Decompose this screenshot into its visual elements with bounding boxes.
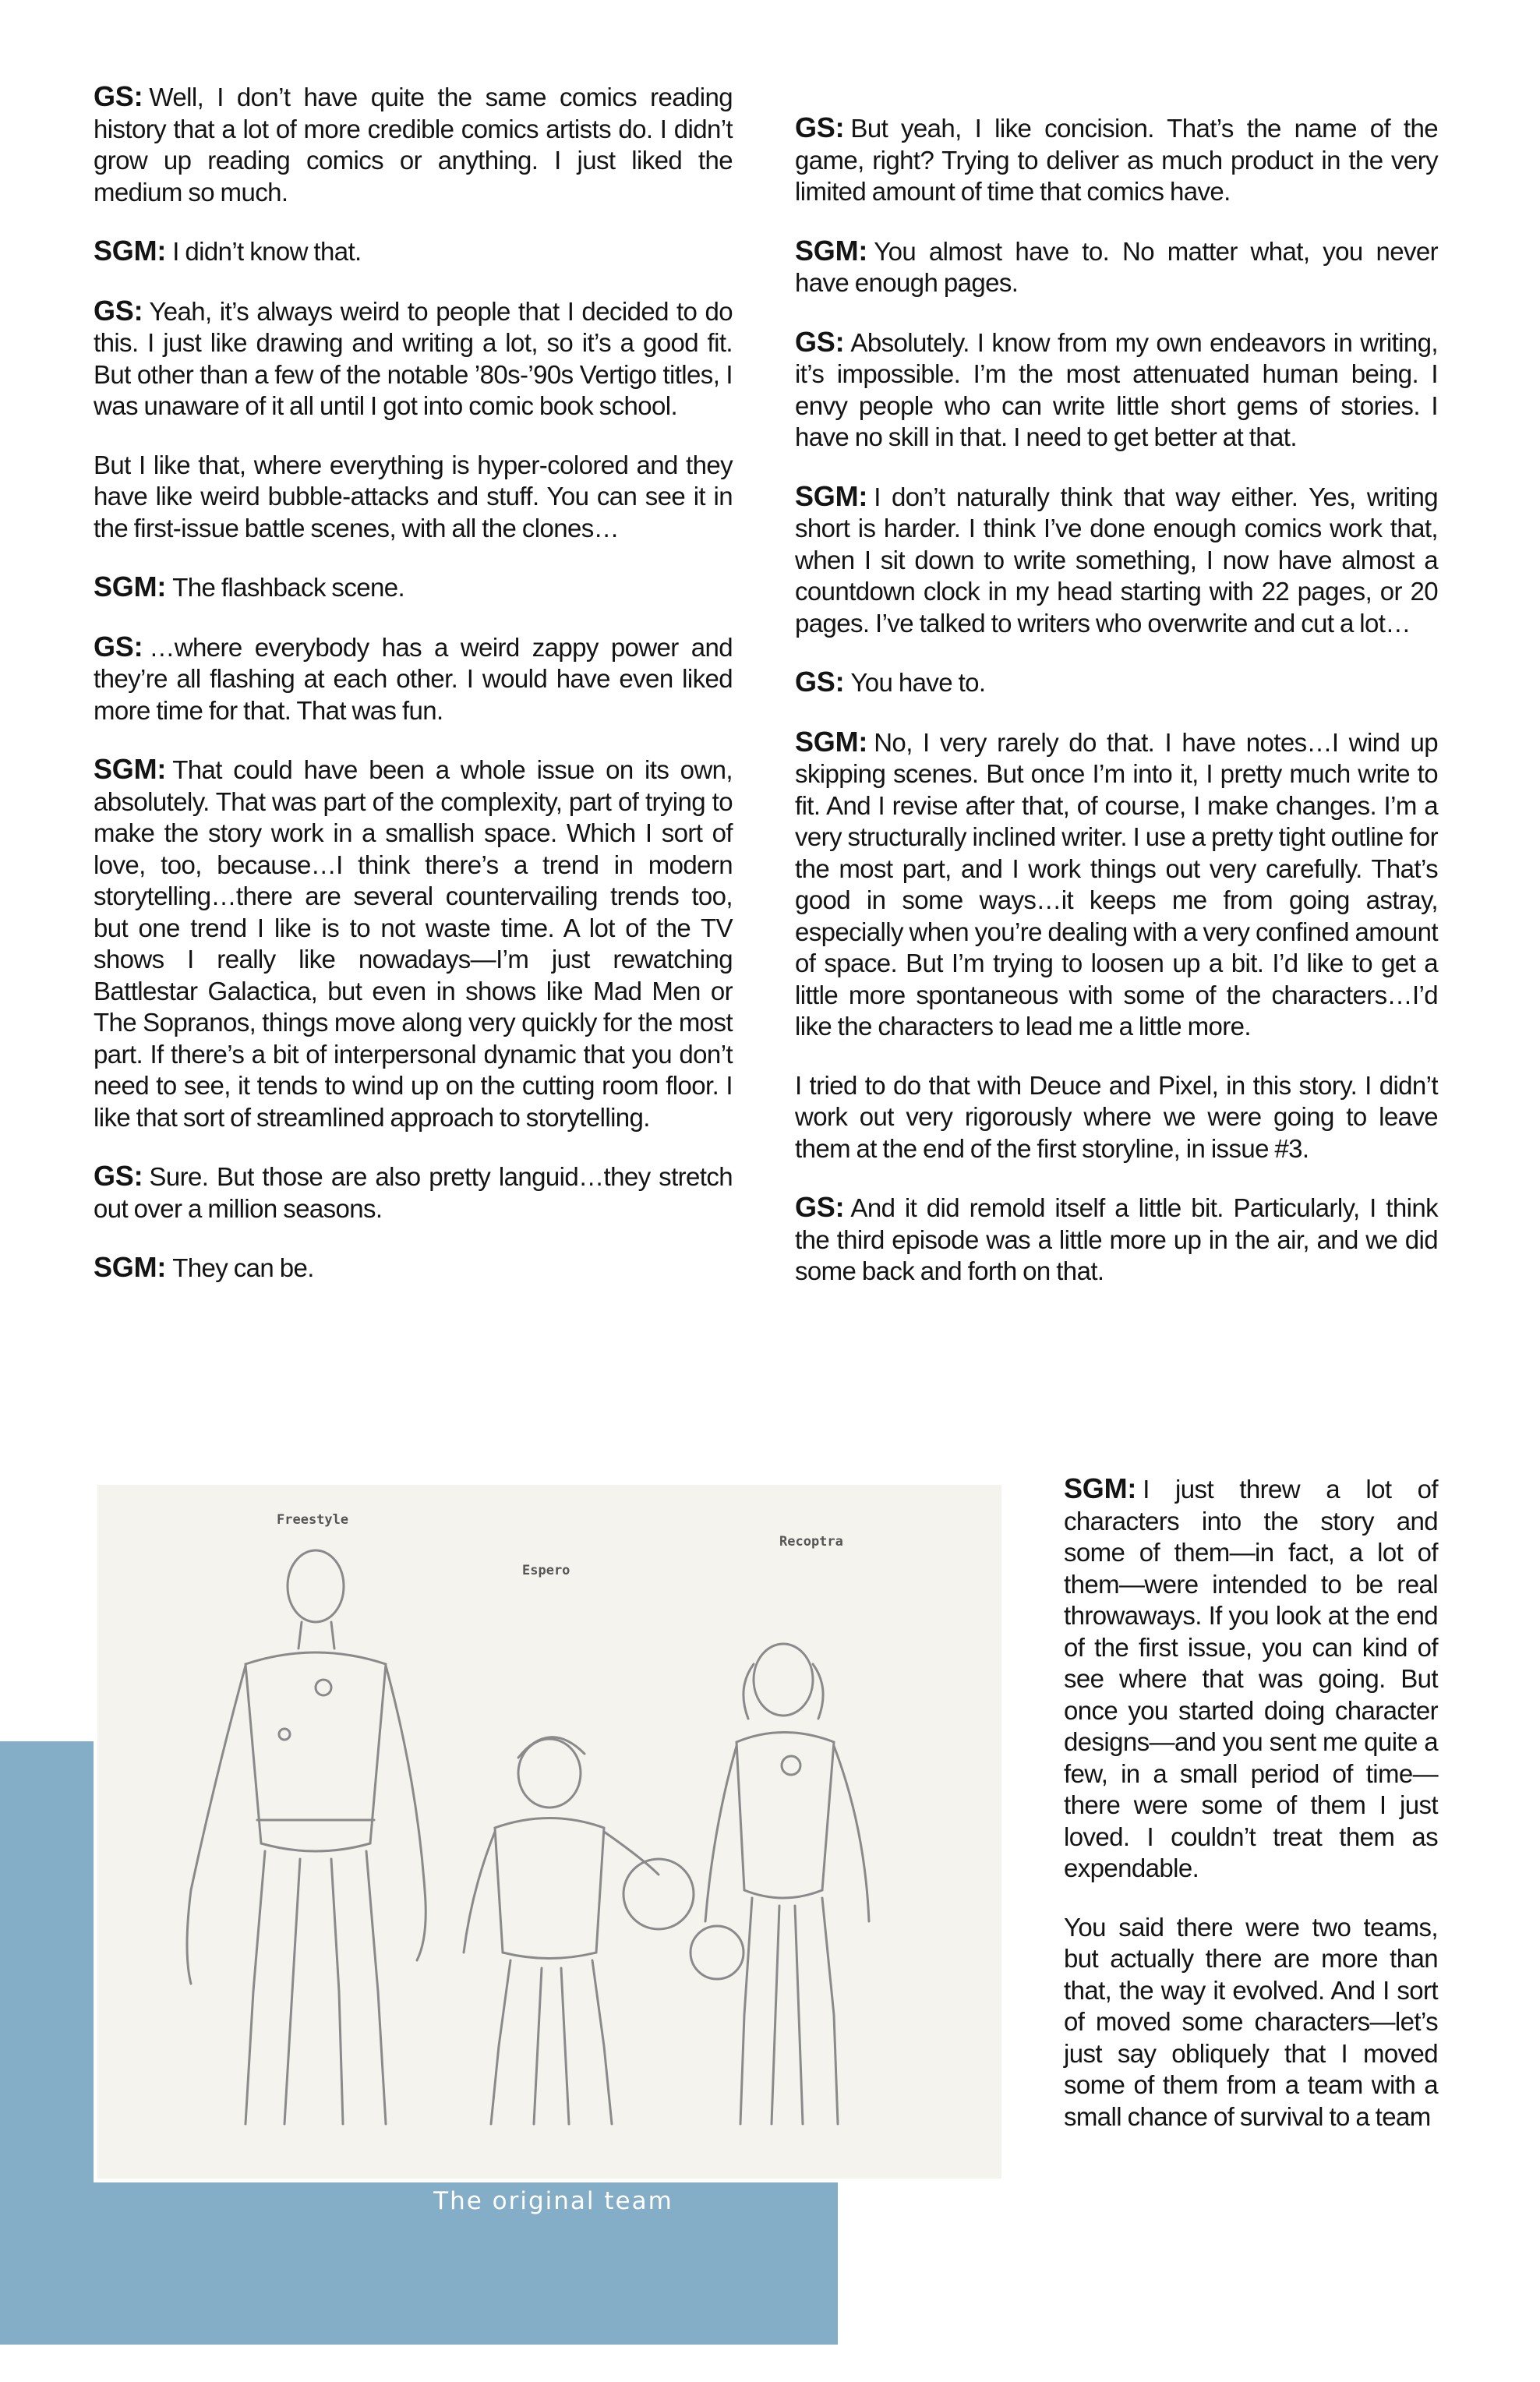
interview-paragraph (94, 1161, 733, 1225)
freestyle-label: Freestyle (277, 1512, 349, 1528)
right-column (795, 112, 1438, 1315)
speaker-label: GS: (94, 630, 143, 663)
interview-paragraph (795, 235, 1438, 299)
speaker-label: GS: (795, 1191, 845, 1223)
interview-paragraph (795, 481, 1438, 640)
interview-paragraph (94, 754, 733, 1133)
espero-sketch (464, 1737, 694, 2124)
freestyle-sketch (187, 1550, 426, 2124)
interview-paragraph (795, 666, 1438, 699)
interview-paragraph (94, 295, 733, 422)
paragraph-text: That could have been a whole issue on its own, absolutely. That was part of the complexity, part of trying to make the story work in a smallish space. Which I sort of love, too, because…I think there’s a trend in modern storytelling…there are several countervailing trends too, but one trend I like is to not waste time. A lot of the TV shows I really like nowadays—I’m just rewatching Battlestar Galactica, but even in shows like Mad Men or The Sopranos, things move along very quickly for the most part. If there’s a bit of interpersonal dynamic that you don’t need to see, it tends to wind up on the cutting room floor. I like that sort of streamlined approach to storytelling. (94, 755, 733, 1132)
interview-paragraph (94, 235, 733, 268)
speaker-label: SGM: (1064, 1472, 1137, 1504)
paragraph-text: Well, I don’t have quite the same comics reading history that a lot of more credible comics artists do. I didn’t grow up reading comics or anything. I just liked the medium so much. (94, 83, 733, 207)
recoptra-label: Recoptra (779, 1534, 843, 1550)
paragraph-text: The flashback scene. (172, 573, 405, 602)
figure-caption: The original team (433, 2187, 673, 2215)
speaker-label: SGM: (94, 571, 167, 603)
paragraph-text: Yeah, it’s always weird to people that I decided to do this. I just like drawing and writing a lot, so it’s a good fit. But other than a few of the notable ’80s-’90s Vertigo titles, I was unaware of it all until I got into comic book school. (94, 296, 733, 420)
paragraph-text: I just threw a lot of characters into the story and some of them—in fact, a lot of them—were intended to be real throwaways. If you look at the end of the first issue, you can kind of see where that was going. But once you started doing character designs—and you sent me quite a few, in a small period of time—there were some of them I just loved. I couldn’t treat them as expendable. (1064, 1475, 1438, 1882)
left-column (94, 81, 733, 1312)
espero-label: Espero (522, 1563, 570, 1578)
speaker-label: GS: (795, 666, 845, 698)
recoptra-sketch (691, 1644, 869, 2124)
paragraph-text: And it did remold itself a little bit. Particularly, I think the third episode was a little more up in the air, and we did some back and forth on that. (795, 1193, 1438, 1285)
pencil-sketch (97, 1485, 1001, 2179)
interview-paragraph (1064, 1912, 1438, 2133)
interview-paragraph (795, 112, 1438, 208)
paragraph-text: I don’t naturally think that way either. Yes, writing short is harder. I think I’ve done enough comics work that, when I sit down to write something, I now have almost a countdown clock in my head starting with 22 pages, or 20 pages. I’ve talked to writers who overwrite and cut a lot… (795, 482, 1438, 638)
paragraph-text: I didn’t know that. (172, 237, 362, 266)
speaker-label: SGM: (94, 753, 167, 785)
speaker-label: SGM: (795, 479, 868, 512)
speaker-label: GS: (94, 80, 143, 112)
character-sketch-figure (94, 1481, 1005, 2182)
speaker-label: SGM: (795, 725, 868, 758)
speaker-label: GS: (94, 1160, 143, 1192)
paragraph-text: But I like that, where everything is hyper-colored and they have like weird bubble-attacks and stuff. You can see it in the first-issue battle scenes, with all the clones… (94, 450, 733, 542)
side-column (1064, 1473, 1438, 2160)
interview-paragraph (94, 631, 733, 727)
paragraph-text: You said there were two teams, but actually there are more than that, the way it evolved. And I sort of moved some characters—let’s just say obliquely that I moved some of them from a team with a small chance of survival to a team (1064, 1912, 1438, 2131)
interview-paragraph (1064, 1473, 1438, 1885)
interview-paragraph (795, 327, 1438, 454)
speaker-label: SGM: (94, 235, 167, 267)
interview-paragraph (94, 81, 733, 208)
paragraph-text: No, I very rarely do that. I have notes…I wind up skipping scenes. But once I’m into it, I pretty much write to fit. And I revise after that, of course, I make changes. I’m a very structurally inclined writer. I use a pretty tight outline for the most part, and I work things out very carefully. That’s good in some ways…it keeps me from going astray, especially when you’re dealing with a very confined amount of space. But I’m trying to loosen up a bit. I’d like to get a little more spontaneous with some of the characters…I’d like the characters to lead me a little more. (795, 727, 1438, 1041)
interview-paragraph (795, 1070, 1438, 1165)
paragraph-text: You almost have to. No matter what, you never have enough pages. (795, 236, 1438, 297)
paragraph-text: You have to. (850, 668, 986, 697)
interview-paragraph (94, 571, 733, 604)
paragraph-text: I tried to do that with Deuce and Pixel, in this story. I didn’t work out very rigorously where we were going to leave them at the end of the first storyline, in issue #3. (795, 1070, 1438, 1163)
paragraph-text: They can be. (172, 1253, 314, 1282)
interview-paragraph (94, 450, 733, 545)
paragraph-text: …where everybody has a weird zappy power and they’re all flashing at each other. I would have even liked more time for that. That was fun. (94, 632, 733, 725)
speaker-label: GS: (94, 294, 143, 327)
interview-paragraph (795, 1192, 1438, 1288)
speaker-label: SGM: (94, 1251, 167, 1283)
interview-paragraph (94, 1252, 733, 1285)
paragraph-text: Absolutely. I know from my own endeavors in writing, it’s impossible. I’m the most attenuated human being. I envy people who can write little short gems of stories. I have no skill in that. I need to get better at that. (795, 327, 1438, 451)
speaker-label: SGM: (795, 234, 868, 267)
paragraph-text: Sure. But those are also pretty languid…they stretch out over a million seasons. (94, 1162, 733, 1223)
paragraph-text: But yeah, I like concision. That’s the name of the game, right? Trying to deliver as much product in the very limited amount of time that comics have. (795, 114, 1438, 206)
speaker-label: GS: (795, 111, 845, 143)
interview-paragraph (795, 726, 1438, 1043)
speaker-label: GS: (795, 325, 845, 358)
